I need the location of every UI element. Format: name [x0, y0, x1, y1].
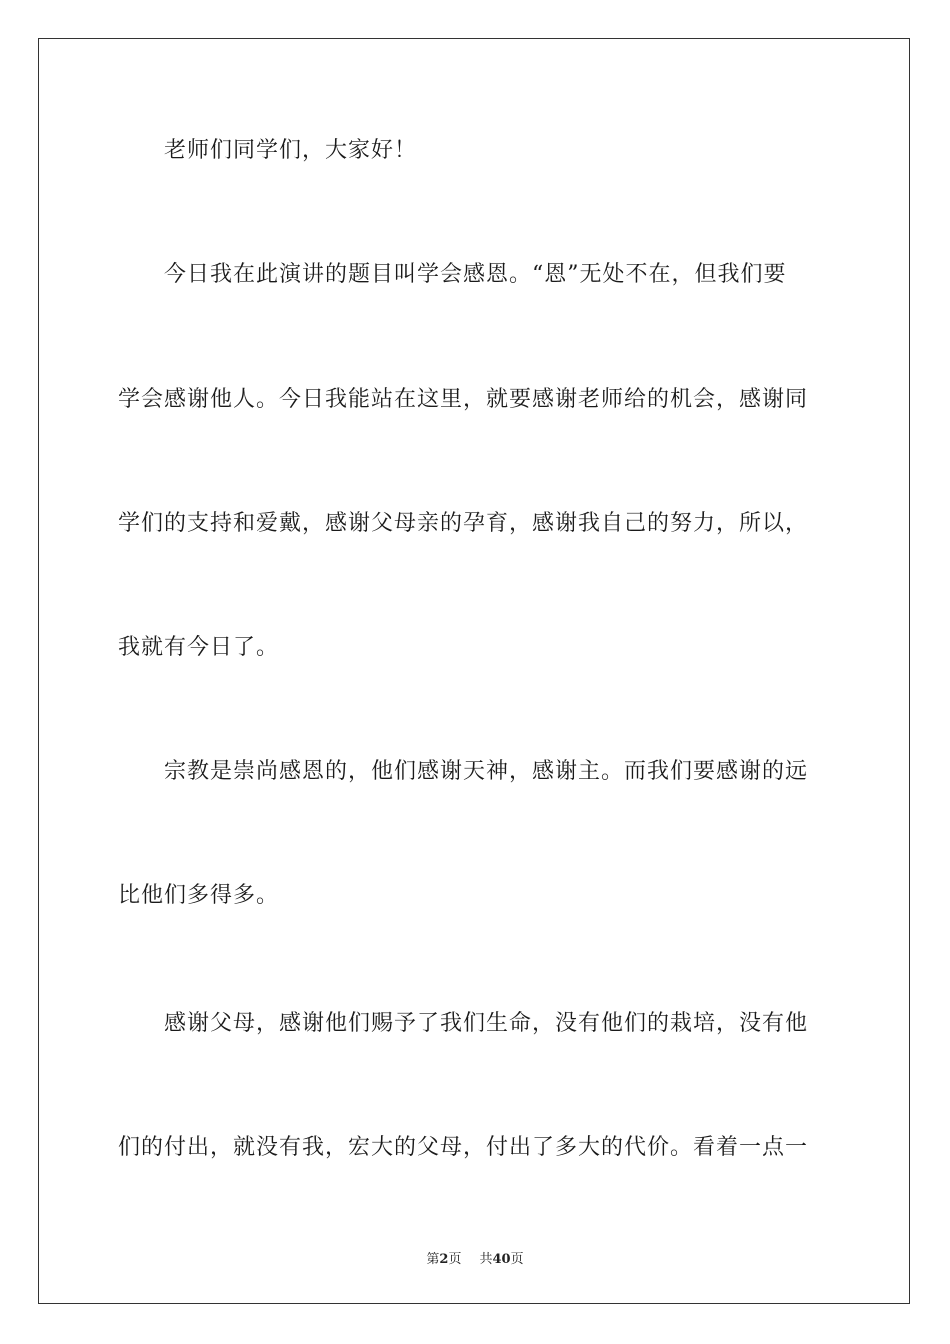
text-line: 老师们同学们，大家好！	[164, 138, 418, 163]
page-prefix: 第	[426, 1252, 440, 1267]
page-number: 2	[439, 1252, 449, 1267]
text-line: 比他们多得多。	[118, 883, 280, 908]
total-pages: 40	[492, 1252, 511, 1267]
text-line: 感谢父母，感谢他们赐予了我们生命，没有他们的栽培，没有他	[164, 1011, 809, 1036]
page-suffix: 页	[448, 1252, 462, 1267]
page-footer	[0, 1248, 950, 1267]
text-line: 宗教是崇尚感恩的，他们感谢天神，感谢主。而我们要感谢的远	[164, 759, 809, 784]
total-prefix: 共	[479, 1252, 493, 1267]
text-line: 学会感谢他人。今日我能站在这里，就要感谢老师给的机会，感谢同	[118, 387, 809, 412]
text-line: 学们的支持和爱戴，感谢父母亲的孕育，感谢我自己的努力，所以，	[118, 511, 809, 536]
page-border	[38, 38, 910, 1304]
text-line: 我就有今日了。	[118, 635, 280, 660]
text-line: 今日我在此演讲的题目叫学会感恩。“恩”无处不在，但我们要	[164, 262, 787, 287]
total-suffix: 页	[510, 1252, 524, 1267]
text-line: 们的付出，就没有我，宏大的父母，付出了多大的代价。看着一点一	[118, 1135, 809, 1160]
